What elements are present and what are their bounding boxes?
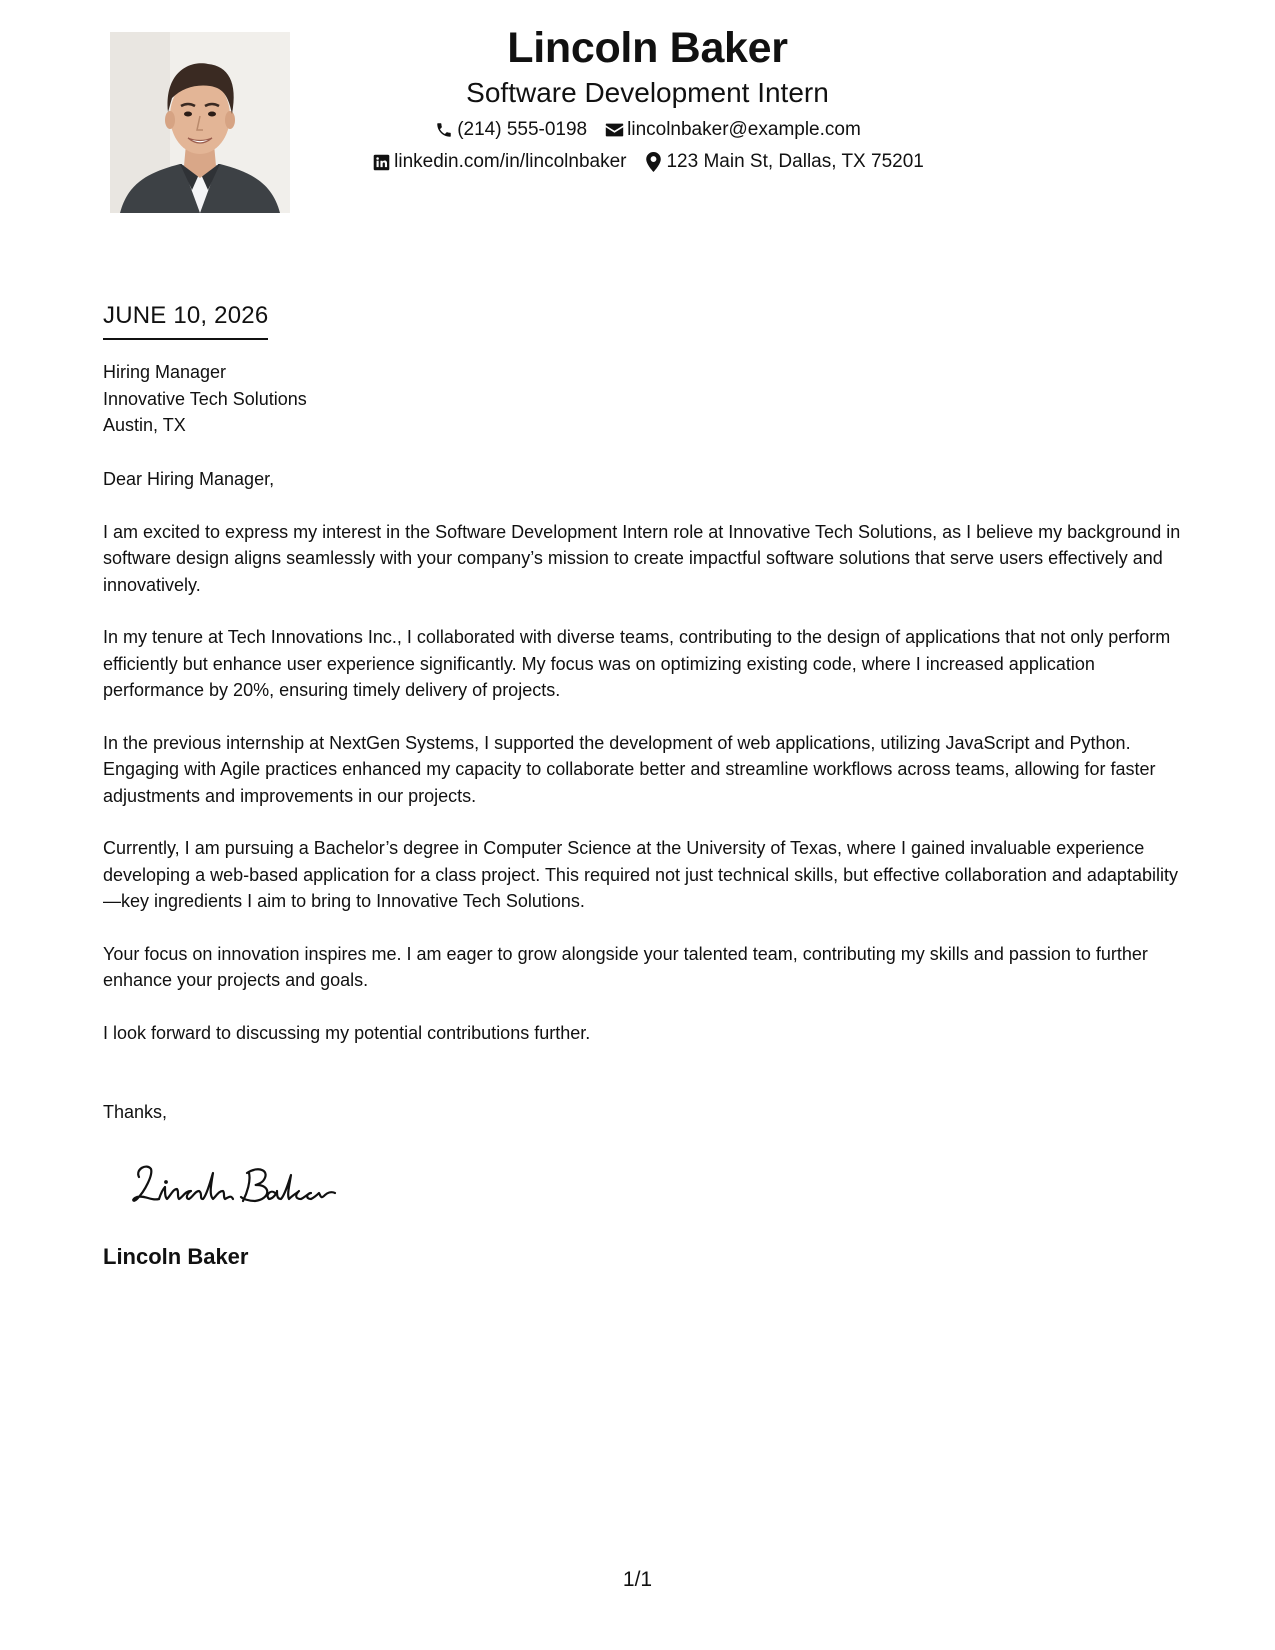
- profile-photo-illustration: [110, 32, 290, 213]
- body-paragraph: Your focus on innovation inspires me. I am eager to grow alongside your talented team, contributing my skills and passion to further enhance your projects and goals.: [103, 943, 1148, 990]
- job-title: Software Development Intern: [466, 77, 829, 108]
- closing-line: Thanks,: [103, 1102, 168, 1122]
- contact-line-1: [300, 118, 995, 142]
- letter-body: [103, 466, 1183, 1072]
- recipient-block: [103, 359, 307, 439]
- linkedin-contact[interactable]: [371, 150, 626, 174]
- profile-photo: [110, 32, 290, 213]
- phone-icon: [434, 120, 454, 140]
- contact-line-2: [300, 150, 995, 174]
- recipient-title: Hiring Manager: [103, 362, 227, 382]
- linkedin-icon: [371, 152, 391, 172]
- linkedin-url: linkedin.com/in/lincolnbaker: [394, 151, 627, 172]
- body-paragraph: I look forward to discussing my potential contributions further.: [103, 1022, 591, 1043]
- phone-contact[interactable]: [434, 118, 587, 142]
- signed-name: Lincoln Baker: [103, 1244, 249, 1269]
- salutation: Dear Hiring Manager,: [103, 469, 275, 489]
- page-number: 1/1: [622, 1568, 653, 1591]
- body-paragraph: I am excited to express my interest in the Software Development Intern role at Innovative Tech Solutions, as I believe my background in software design aligns seamlessly with your company’s mission to create impactful software solutions that serve users effectively and innovatively.: [103, 521, 1181, 595]
- email-address: lincolnbaker@example.com: [627, 119, 861, 140]
- map-pin-icon: [643, 152, 663, 172]
- recipient-location: Austin, TX: [103, 415, 186, 435]
- email-contact[interactable]: [604, 118, 861, 142]
- street-address: 123 Main St, Dallas, TX 75201: [666, 151, 924, 172]
- body-paragraph: Currently, I am pursuing a Bachelor’s degree in Computer Science at the University of Texas, where I gained invaluable experience developing a web-based application for a class project. This required not just technical skills, but effective collaboration and adaptability—key ingredients I aim to bring to Innovative Tech Solutions.: [103, 838, 1178, 911]
- address-contact: [643, 150, 923, 174]
- recipient-company: Innovative Tech Solutions: [103, 388, 307, 409]
- letter-date: JUNE 10, 2026: [103, 300, 268, 340]
- body-paragraph: In the previous internship at NextGen Systems, I supported the development of web applications, utilizing JavaScript and Python. Engaging with Agile practices enhanced my capacity to collaborate better and streamline workflows across teams, allowing for faster adjustments and improvements in our projects.: [103, 732, 1156, 806]
- applicant-name: Lincoln Baker: [507, 24, 788, 72]
- body-paragraph: In my tenure at Tech Innovations Inc., I collaborated with diverse teams, contributing to the design of applications that not only perform efficiently but enhance user experience significantly. My focus was on optimizing existing code, where I increased application performance by 20%, ensuring timely delivery of projects.: [103, 627, 1171, 700]
- envelope-icon: [604, 120, 624, 140]
- phone-number: (214) 555-0198: [457, 119, 588, 140]
- handwritten-signature: [125, 1155, 345, 1215]
- resume-header: [300, 20, 995, 174]
